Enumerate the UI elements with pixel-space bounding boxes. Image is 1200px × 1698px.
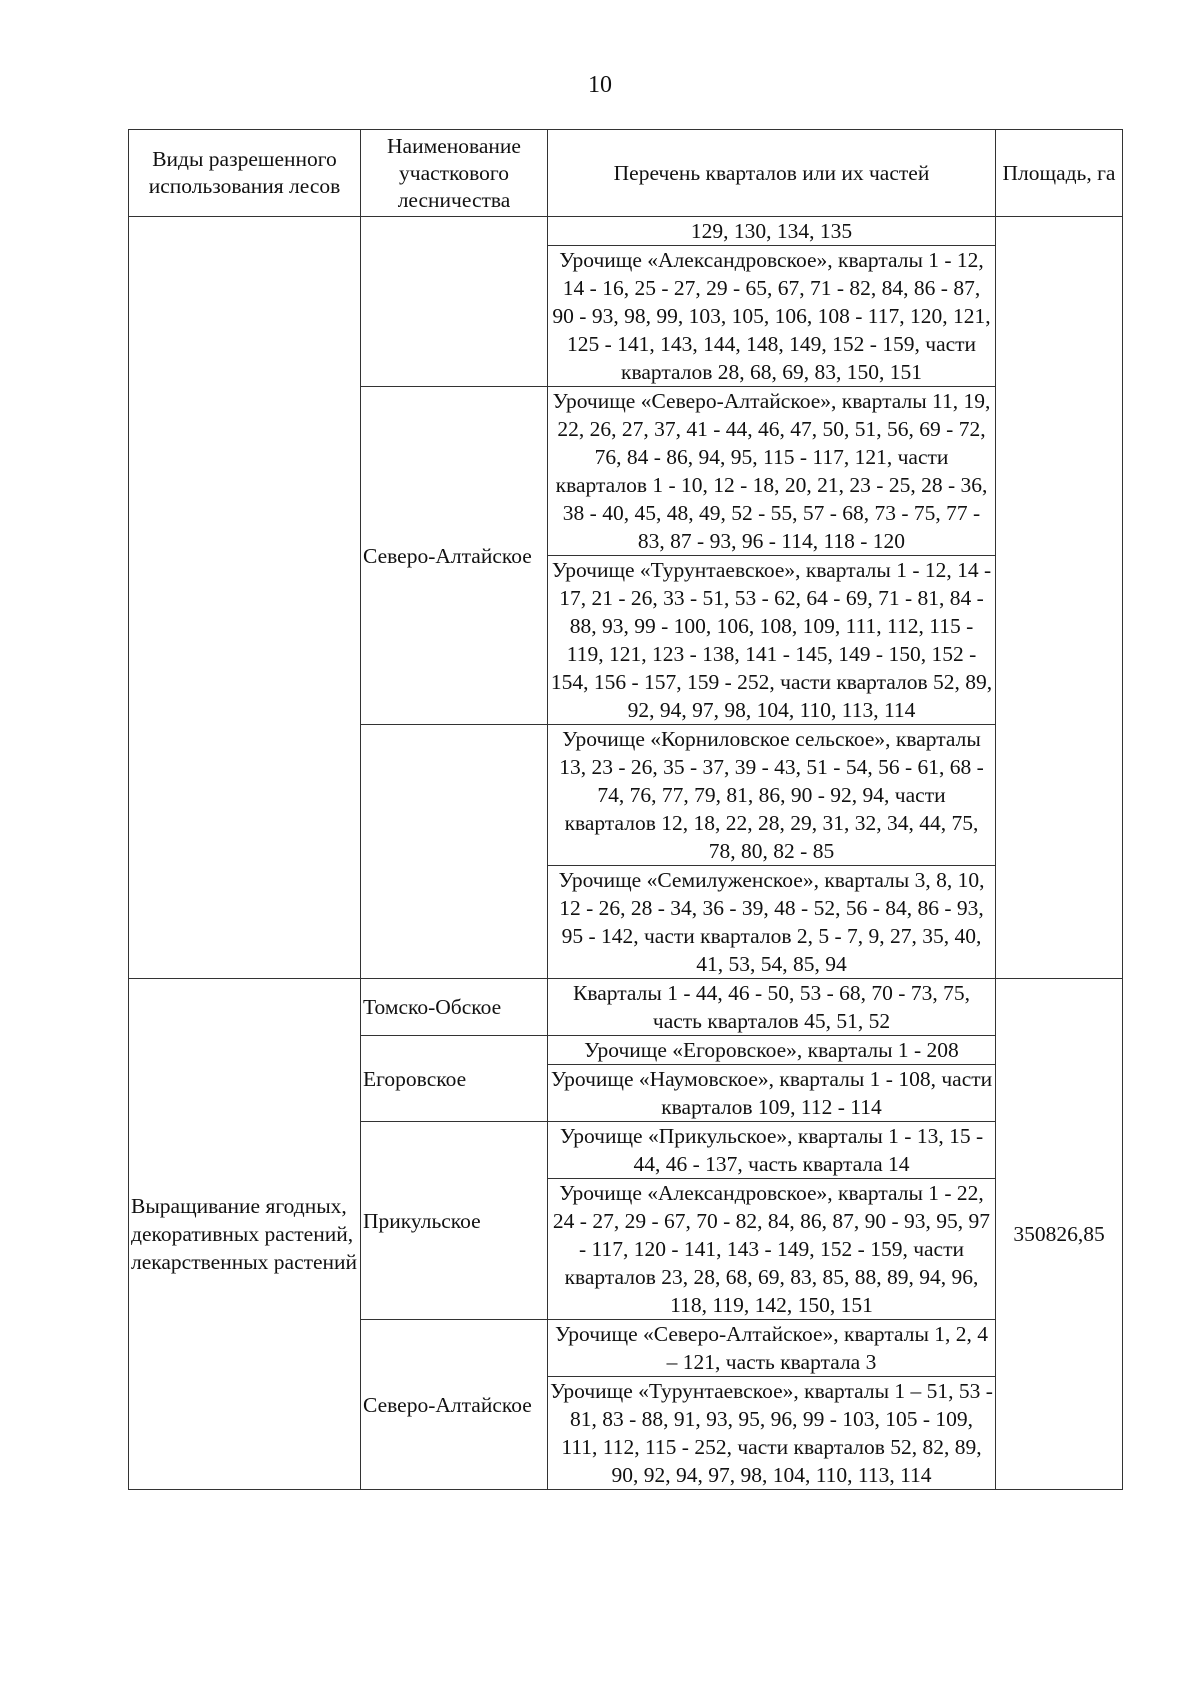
quarters-cell: Урочище «Северо-Алтайское», кварталы 11, 19, 22, 26, 27, 37, 41 - 44, 46, 47, 50, 51, 56, 69 - 72, 76, 84 - 86, 94, 95, 115 - 117, 121, части кварталов 1 - 10, 12 - 18, 20, 21, 23 - 25, 28 - 36, 38 - 40, 45, 48, 49, 52 - 55, 57 - 68, 73 - 75, 77 - 83, 87 - 93, 96 - 114, 118 - 120 xyxy=(548,387,996,556)
quarters-cell: Урочище «Егоровское», кварталы 1 - 208 xyxy=(548,1036,996,1065)
forestry-name-cell: Егоровское xyxy=(361,1036,548,1122)
quarters-cell: 129, 130, 134, 135 xyxy=(548,217,996,246)
header-quarters: Перечень кварталов или их частей xyxy=(548,130,996,217)
quarters-cell: Урочище «Прикульское», кварталы 1 - 13, 15 - 44, 46 - 137, часть квартала 14 xyxy=(548,1122,996,1179)
forestry-name-cell xyxy=(361,217,548,387)
quarters-cell: Урочище «Северо-Алтайское», кварталы 1, 2, 4 – 121, часть квартала 3 xyxy=(548,1320,996,1377)
table-row xyxy=(129,979,1123,1036)
forestry-name-cell: Северо-Алтайское xyxy=(361,387,548,725)
use-type-cell xyxy=(129,217,361,979)
area-cell: 350826,85 xyxy=(996,979,1123,1490)
use-type-cell: Выращивание ягодных, декоративных растений, лекарственных растений xyxy=(129,979,361,1490)
forest-use-table xyxy=(128,129,1123,1490)
header-use: Виды разрешенного использования лесов xyxy=(129,130,361,217)
area-cell xyxy=(996,217,1123,979)
forestry-name-cell xyxy=(361,725,548,979)
quarters-cell: Урочище «Турунтаевское», кварталы 1 - 12, 14 - 17, 21 - 26, 33 - 51, 53 - 62, 64 - 69, 71 - 81, 84 - 88, 93, 99 - 100, 106, 108, 109, 111, 112, 115 - 119, 121, 123 - 138, 141 - 145, 149 - 150, 152 - 154, 156 - 157, 159 - 252, части кварталов 52, 89, 92, 94, 97, 98, 104, 110, 113, 114 xyxy=(548,556,996,725)
quarters-cell: Урочище «Александровское», кварталы 1 - 12, 14 - 16, 25 - 27, 29 - 65, 67, 71 - 82, 84, 86 - 87, 90 - 93, 98, 99, 103, 105, 106, 108 - 117, 120, 121, 125 - 141, 143, 144, 148, 149, 152 - 159, части кварталов 28, 68, 69, 83, 150, 151 xyxy=(548,246,996,387)
forestry-name-cell: Северо-Алтайское xyxy=(361,1320,548,1490)
quarters-cell: Урочище «Наумовское», кварталы 1 - 108, части кварталов 109, 112 - 114 xyxy=(548,1065,996,1122)
header-area: Площадь, га xyxy=(996,130,1123,217)
table-row xyxy=(129,217,1123,246)
forestry-name-cell: Прикульское xyxy=(361,1122,548,1320)
quarters-cell: Урочище «Корниловское сельское», кварталы 13, 23 - 26, 35 - 37, 39 - 43, 51 - 54, 56 - 61, 68 - 74, 76, 77, 79, 81, 86, 90 - 92, 94, части кварталов 12, 18, 22, 28, 29, 31, 32, 34, 44, 75, 78, 80, 82 - 85 xyxy=(548,725,996,866)
quarters-cell: Урочище «Семилуженское», кварталы 3, 8, 10, 12 - 26, 28 - 34, 36 - 39, 48 - 52, 56 - 84, 86 - 93, 95 - 142, части кварталов 2, 5 - 7, 9, 27, 35, 40, 41, 53, 54, 85, 94 xyxy=(548,866,996,979)
header-forestry: Наименование участкового лесничества xyxy=(361,130,548,217)
quarters-cell: Урочище «Турунтаевское», кварталы 1 – 51, 53 - 81, 83 - 88, 91, 93, 95, 96, 99 - 103, 105 - 109, 111, 112, 115 - 252, части кварталов 52, 82, 89, 90, 92, 94, 97, 98, 104, 110, 113, 114 xyxy=(548,1377,996,1490)
page-number: 10 xyxy=(588,72,612,98)
quarters-cell: Кварталы 1 - 44, 46 - 50, 53 - 68, 70 - 73, 75, часть кварталов 45, 51, 52 xyxy=(548,979,996,1036)
table-header-row xyxy=(129,130,1123,217)
forestry-name-cell: Томско-Обское xyxy=(361,979,548,1036)
quarters-cell: Урочище «Александровское», кварталы 1 - 22, 24 - 27, 29 - 67, 70 - 82, 84, 86, 87, 90 - 93, 95, 97 - 117, 120 - 141, 143 - 149, 152 - 159, части кварталов 23, 28, 68, 69, 83, 85, 88, 89, 94, 96, 118, 119, 142, 150, 151 xyxy=(548,1179,996,1320)
